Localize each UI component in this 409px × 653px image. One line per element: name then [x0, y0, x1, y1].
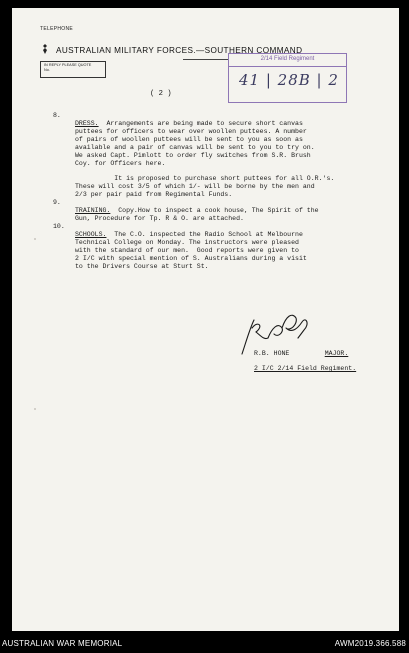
- reply-quote-text: [44, 63, 91, 73]
- stamp-divider: [229, 66, 346, 67]
- reply-quote-line: IN REPLY PLEASE QUOTE: [44, 63, 92, 67]
- paragraph-line: Arrangements are being made to secure short canvas: [106, 120, 303, 127]
- paragraph-line: puttees for officers to wear over woollen puttees. A number: [75, 128, 307, 135]
- paragraph-line: to the Drivers Course at Sturt St.: [75, 263, 209, 270]
- archive-reference: AWM2019.366.588: [334, 639, 406, 648]
- paper-mark: [34, 238, 36, 240]
- paragraph-schools: [75, 223, 307, 271]
- paragraph-number: 10.: [53, 223, 65, 230]
- stamp-unit: 2/14 Field Regiment: [260, 56, 315, 62]
- reply-quote-number-label: No.: [44, 68, 50, 72]
- crest-icon: [42, 44, 48, 54]
- paragraph-number: 9.: [53, 199, 61, 206]
- reply-quote-box: [40, 61, 106, 78]
- paragraph-line: We asked Capt. Pimlott to order fly switches from S.R. Brush: [75, 152, 311, 159]
- paragraph-number: 8.: [53, 112, 61, 119]
- paragraph-line: Technical College on Monday. The instructors were pleased: [75, 239, 299, 246]
- paper-mark: [34, 408, 36, 410]
- paragraph-line: These will cost 3/5 of which 1/- will be borne by the men and: [75, 183, 315, 190]
- signatory-rank: MAJOR.: [324, 350, 349, 357]
- regiment-stamp: [228, 53, 347, 103]
- paragraph-line: 2/3 per pair paid from Regimental Funds.: [75, 191, 233, 198]
- paragraph-line: Copy.How to inspect a cook house, The Spirit of the: [118, 207, 319, 214]
- paragraph-heading: TRAINING.: [75, 207, 111, 214]
- paragraph-training: [75, 199, 319, 223]
- paragraph-line: of pairs of woollen puttees will be sent to you as soon as: [75, 136, 303, 143]
- telephone-label: TELEPHONE: [40, 26, 73, 32]
- paragraph-line: 2 I/C with special mention of S. Australians during a visit: [75, 255, 307, 262]
- signatory-name: R.B. HONE: [254, 350, 290, 357]
- letterhead-title: AUSTRALIAN MILITARY FORCES.—SOUTHERN COMMAND: [56, 46, 303, 55]
- paragraph-dress: [75, 112, 315, 168]
- stamp-file-number: 41 | 28B | 2: [239, 71, 339, 89]
- signature-name-line: [254, 350, 348, 357]
- page-number: ( 2 ): [150, 90, 172, 98]
- signatory-position: 2 I/C 2/14 Field Regiment.: [254, 365, 357, 372]
- paragraph-line: available and a pair of canvas will be sent to you to try on.: [75, 144, 315, 151]
- letterhead-underline: [183, 59, 229, 60]
- paragraph-line: Coy. for Officers here.: [75, 160, 166, 167]
- archive-name: AUSTRALIAN WAR MEMORIAL: [2, 639, 123, 648]
- paragraph-line: It is proposed to purchase short puttees for all O.R.'s.: [75, 175, 335, 182]
- paragraph-heading: DRESS.: [75, 120, 99, 127]
- paragraph-line: The C.O. inspected the Radio School at Melbourne: [114, 231, 303, 238]
- paragraph-dress-continued: [75, 167, 334, 199]
- paragraph-heading: SCHOOLS.: [75, 231, 107, 238]
- paragraph-line: Gun, Procedure for Tp. R & O. are attached.: [75, 215, 244, 222]
- paragraph-line: with the standard of our men. Good reports were given to: [75, 247, 299, 254]
